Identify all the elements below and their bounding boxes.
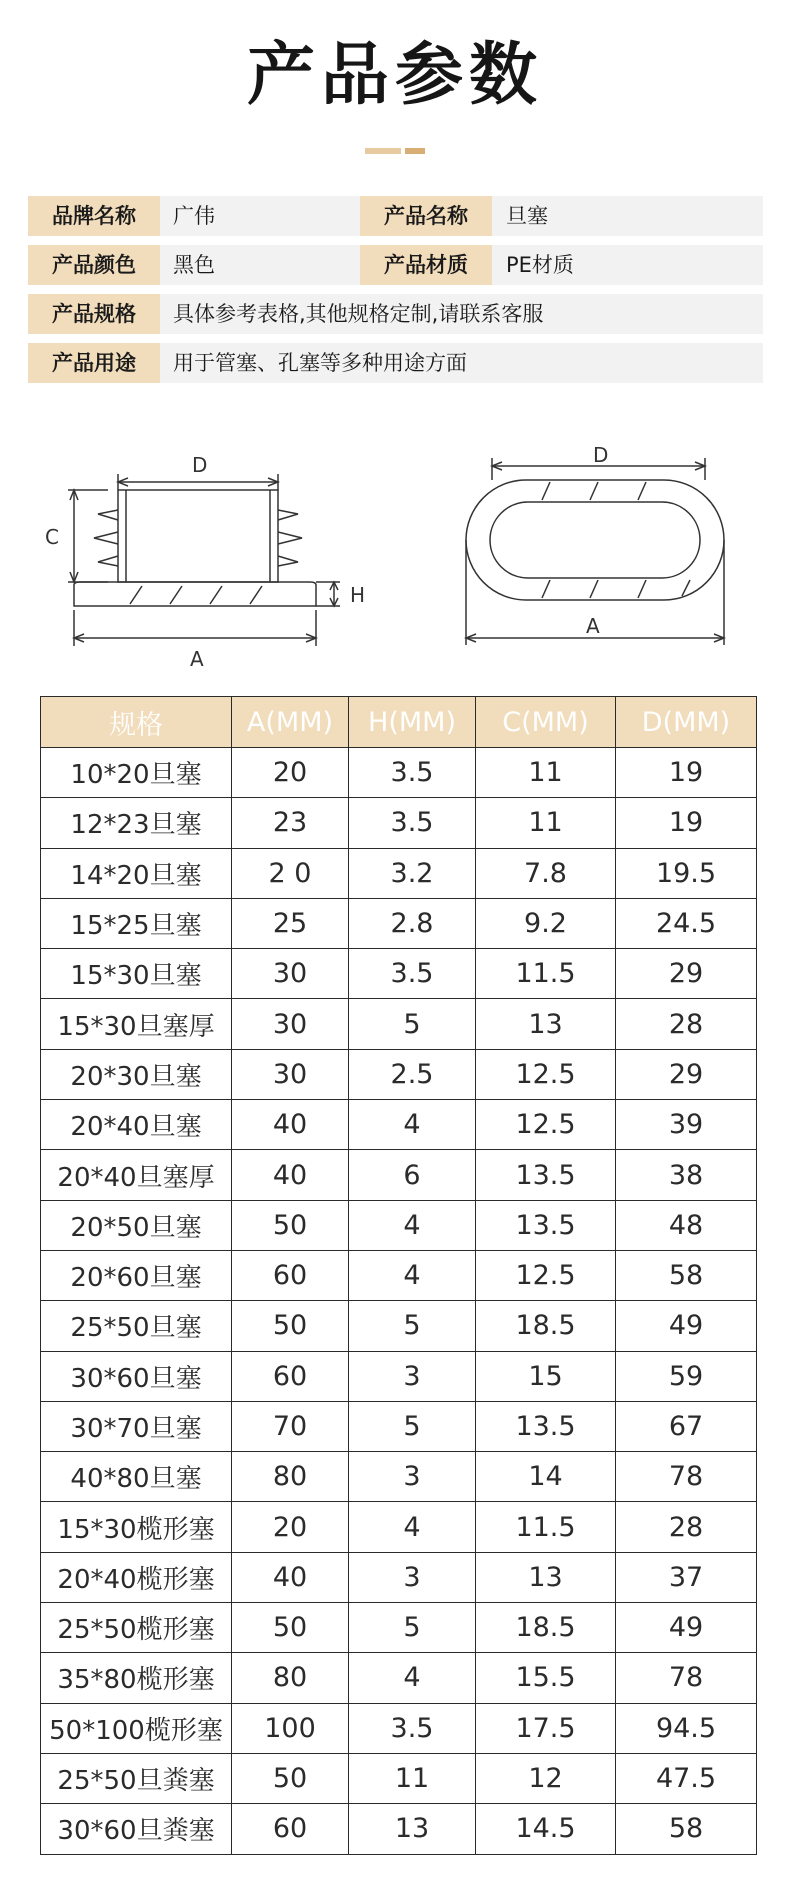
title-underline [365, 148, 425, 154]
cell-spec: 20*50旦塞 [41, 1200, 232, 1250]
side-label-c: C [45, 525, 59, 549]
cell-spec: 15*30旦塞厚 [41, 999, 232, 1049]
cell-c: 11 [476, 798, 616, 848]
cell-h: 5 [349, 1603, 476, 1653]
table-row [41, 798, 757, 848]
cell-a: 50 [232, 1603, 349, 1653]
spec-table-body [41, 748, 757, 1855]
cell-d: 28 [616, 999, 757, 1049]
cell-c: 15.5 [476, 1653, 616, 1703]
cell-h: 5 [349, 999, 476, 1049]
cell-a: 50 [232, 1753, 349, 1803]
cell-a: 100 [232, 1703, 349, 1753]
cell-a: 20 [232, 1502, 349, 1552]
title-underline-long [365, 148, 401, 154]
cell-a: 80 [232, 1653, 349, 1703]
cell-h: 3.5 [349, 798, 476, 848]
top-label-a: A [586, 614, 600, 638]
param-value: 具体参考表格,其他规格定制,请联系客服 [173, 302, 544, 326]
cell-c: 9.2 [476, 898, 616, 948]
cell-d: 24.5 [616, 898, 757, 948]
cell-spec: 35*80榄形塞 [41, 1653, 232, 1703]
top-label-d: D [593, 443, 609, 467]
cell-h: 4 [349, 1250, 476, 1300]
cell-spec: 10*20旦塞 [41, 748, 232, 798]
side-label-h: H [350, 583, 366, 607]
cell-a: 60 [232, 1804, 349, 1854]
title-underline-short [405, 148, 425, 154]
cell-spec: 15*25旦塞 [41, 898, 232, 948]
cell-a: 50 [232, 1200, 349, 1250]
cell-c: 13 [476, 1552, 616, 1602]
cell-a: 40 [232, 1100, 349, 1150]
cell-a: 50 [232, 1301, 349, 1351]
table-row [41, 1049, 757, 1099]
cell-c: 18.5 [476, 1301, 616, 1351]
table-row [41, 1401, 757, 1451]
table-row [41, 1351, 757, 1401]
cell-c: 13.5 [476, 1401, 616, 1451]
cell-d: 38 [616, 1150, 757, 1200]
cell-h: 4 [349, 1100, 476, 1150]
cell-c: 13.5 [476, 1150, 616, 1200]
cell-spec: 20*60旦塞 [41, 1250, 232, 1300]
cell-c: 11 [476, 748, 616, 798]
cell-h: 5 [349, 1301, 476, 1351]
cell-d: 19.5 [616, 848, 757, 898]
cell-h: 3 [349, 1351, 476, 1401]
side-label-a: A [190, 647, 204, 670]
cell-d: 29 [616, 949, 757, 999]
table-row [41, 1452, 757, 1502]
cell-d: 29 [616, 1049, 757, 1099]
cell-h: 4 [349, 1653, 476, 1703]
cell-a: 40 [232, 1552, 349, 1602]
cell-a: 30 [232, 999, 349, 1049]
cell-spec: 12*23旦塞 [41, 798, 232, 848]
top-view-diagram [450, 440, 750, 670]
cell-d: 19 [616, 798, 757, 848]
header-a: A(MM) [232, 697, 349, 748]
table-row [41, 1200, 757, 1250]
table-row [41, 1100, 757, 1150]
cell-a: 23 [232, 798, 349, 848]
cell-c: 17.5 [476, 1703, 616, 1753]
cell-h: 3.5 [349, 748, 476, 798]
table-row [41, 1603, 757, 1653]
cell-a: 60 [232, 1250, 349, 1300]
param-row [28, 245, 763, 285]
param-row-wide [28, 343, 763, 383]
cell-d: 48 [616, 1200, 757, 1250]
cell-a: 70 [232, 1401, 349, 1451]
cell-spec: 50*100榄形塞 [41, 1703, 232, 1753]
cell-spec: 20*30旦塞 [41, 1049, 232, 1099]
cell-spec: 15*30旦塞 [41, 949, 232, 999]
cell-spec: 30*60旦粪塞 [41, 1804, 232, 1854]
cell-d: 49 [616, 1603, 757, 1653]
cell-h: 3 [349, 1452, 476, 1502]
cell-c: 18.5 [476, 1603, 616, 1653]
page-title: 产品参数 [246, 36, 543, 115]
table-row [41, 1804, 757, 1854]
cell-a: 30 [232, 949, 349, 999]
dimension-diagrams [0, 440, 790, 670]
param-label: 品牌名称 [28, 196, 160, 236]
table-row [41, 1502, 757, 1552]
param-label: 产品用途 [28, 343, 160, 383]
param-label: 产品规格 [28, 294, 160, 334]
cell-d: 67 [616, 1401, 757, 1451]
header-spec: 规格 [41, 697, 232, 748]
param-label: 产品颜色 [28, 245, 160, 285]
cell-h: 3.5 [349, 949, 476, 999]
cell-c: 12.5 [476, 1100, 616, 1150]
cell-d: 58 [616, 1804, 757, 1854]
table-row [41, 1653, 757, 1703]
cell-h: 2.8 [349, 898, 476, 948]
table-row [41, 748, 757, 798]
table-row [41, 1552, 757, 1602]
cell-d: 94.5 [616, 1703, 757, 1753]
cell-d: 49 [616, 1301, 757, 1351]
side-label-d: D [192, 453, 208, 477]
header-c: C(MM) [476, 697, 616, 748]
cell-spec: 15*30榄形塞 [41, 1502, 232, 1552]
cell-h: 5 [349, 1401, 476, 1451]
side-view-diagram [30, 440, 390, 670]
cell-c: 11.5 [476, 1502, 616, 1552]
param-row [28, 196, 763, 236]
table-row [41, 898, 757, 948]
cell-a: 30 [232, 1049, 349, 1099]
cell-spec: 14*20旦塞 [41, 848, 232, 898]
cell-c: 7.8 [476, 848, 616, 898]
table-row [41, 1753, 757, 1803]
cell-h: 3.5 [349, 1703, 476, 1753]
cell-a: 2 0 [232, 848, 349, 898]
cell-c: 15 [476, 1351, 616, 1401]
table-row [41, 1301, 757, 1351]
cell-h: 6 [349, 1150, 476, 1200]
cell-a: 20 [232, 748, 349, 798]
cell-spec: 25*50旦塞 [41, 1301, 232, 1351]
cell-c: 12.5 [476, 1250, 616, 1300]
cell-spec: 30*70旦塞 [41, 1401, 232, 1451]
header-h: H(MM) [349, 697, 476, 748]
cell-c: 14 [476, 1452, 616, 1502]
cell-spec: 25*50榄形塞 [41, 1603, 232, 1653]
param-value: 用于管塞、孔塞等多种用途方面 [173, 351, 467, 375]
cell-h: 4 [349, 1502, 476, 1552]
cell-h: 3.2 [349, 848, 476, 898]
table-row [41, 1250, 757, 1300]
cell-h: 11 [349, 1753, 476, 1803]
cell-c: 14.5 [476, 1804, 616, 1854]
table-row [41, 949, 757, 999]
cell-c: 12 [476, 1753, 616, 1803]
cell-spec: 30*60旦塞 [41, 1351, 232, 1401]
param-value: 广伟 [173, 204, 215, 228]
cell-d: 28 [616, 1502, 757, 1552]
cell-d: 78 [616, 1452, 757, 1502]
cell-d: 47.5 [616, 1753, 757, 1803]
spec-table [40, 696, 757, 1855]
cell-c: 12.5 [476, 1049, 616, 1099]
cell-d: 78 [616, 1653, 757, 1703]
param-value: 黑色 [173, 253, 215, 277]
cell-spec: 20*40榄形塞 [41, 1552, 232, 1602]
cell-a: 25 [232, 898, 349, 948]
param-label: 产品材质 [360, 245, 492, 285]
param-value: PE材质 [506, 253, 574, 277]
cell-spec: 20*40旦塞厚 [41, 1150, 232, 1200]
cell-c: 11.5 [476, 949, 616, 999]
table-row [41, 1703, 757, 1753]
cell-c: 13.5 [476, 1200, 616, 1250]
cell-c: 13 [476, 999, 616, 1049]
header-d: D(MM) [616, 697, 757, 748]
cell-a: 80 [232, 1452, 349, 1502]
cell-spec: 20*40旦塞 [41, 1100, 232, 1150]
cell-spec: 40*80旦塞 [41, 1452, 232, 1502]
cell-d: 39 [616, 1100, 757, 1150]
param-row-wide [28, 294, 763, 334]
table-row [41, 848, 757, 898]
cell-h: 3 [349, 1552, 476, 1602]
cell-d: 37 [616, 1552, 757, 1602]
product-params [28, 196, 763, 392]
param-label: 产品名称 [360, 196, 492, 236]
table-row [41, 1150, 757, 1200]
table-row [41, 999, 757, 1049]
cell-d: 58 [616, 1250, 757, 1300]
table-header-row [41, 697, 757, 748]
cell-h: 4 [349, 1200, 476, 1250]
cell-d: 19 [616, 748, 757, 798]
cell-h: 2.5 [349, 1049, 476, 1099]
cell-a: 60 [232, 1351, 349, 1401]
cell-d: 59 [616, 1351, 757, 1401]
cell-spec: 25*50旦粪塞 [41, 1753, 232, 1803]
cell-h: 13 [349, 1804, 476, 1854]
cell-a: 40 [232, 1150, 349, 1200]
param-value: 旦塞 [506, 204, 548, 228]
